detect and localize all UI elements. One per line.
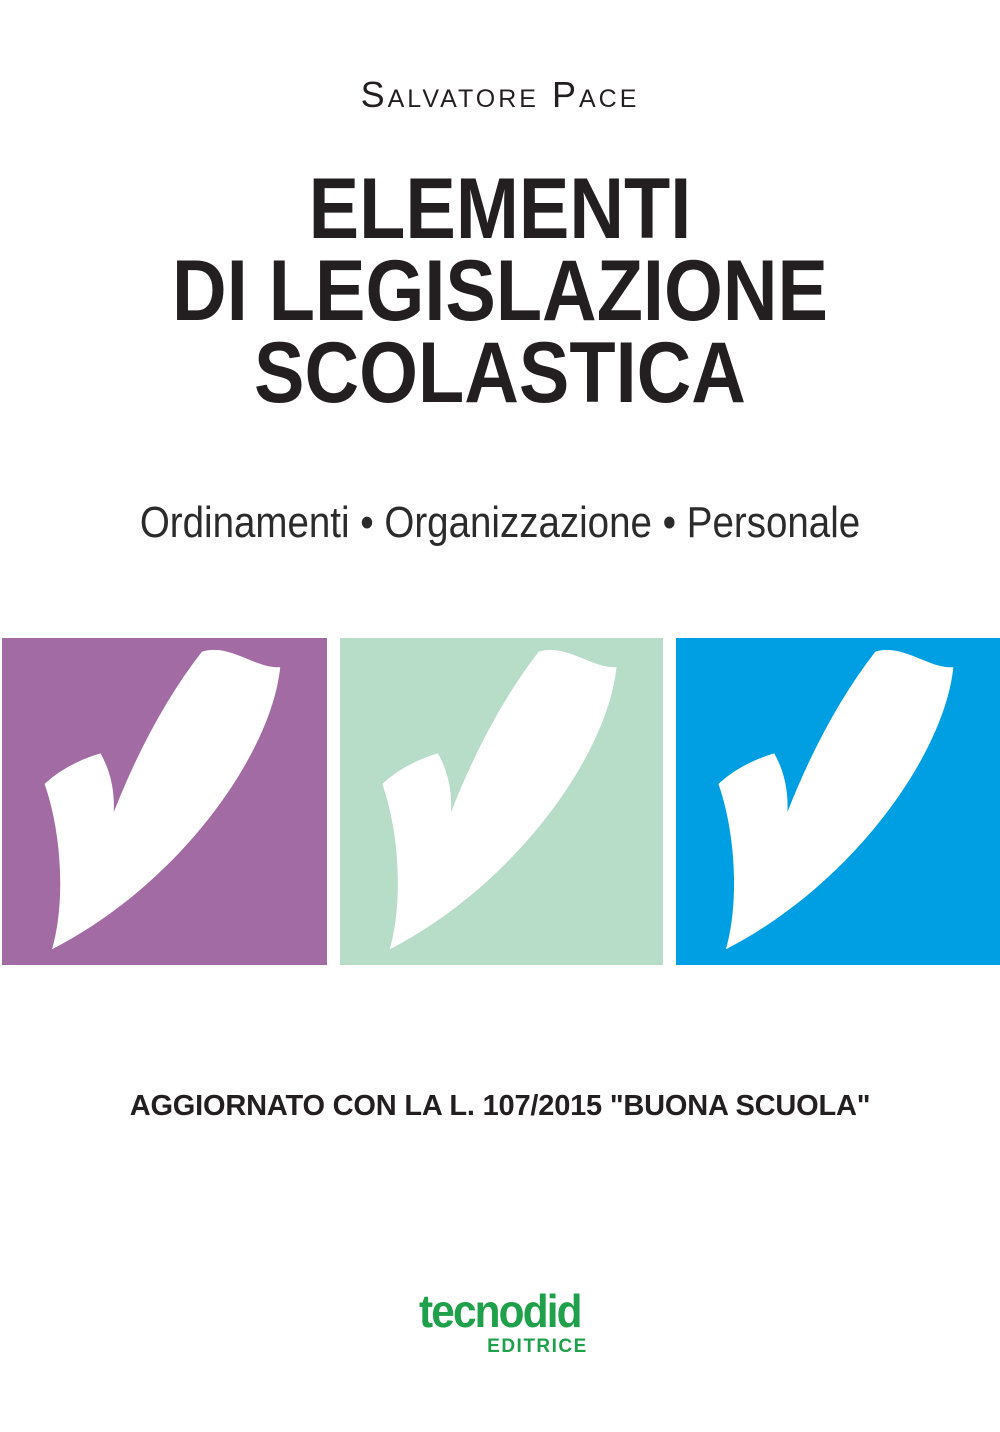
checkmark-icon xyxy=(340,638,663,965)
publisher-logotype: tecnodid xyxy=(419,1285,581,1337)
book-title-line-2: DI LEGISLAZIONE xyxy=(172,243,828,339)
checkmark-icon xyxy=(676,638,1000,965)
check-tiles-row xyxy=(2,638,1000,965)
publisher-block xyxy=(0,1286,1000,1358)
checkmark-glyph xyxy=(45,650,281,949)
checkmark-icon xyxy=(2,638,327,965)
author-name: Salvatore Pace xyxy=(360,74,640,115)
update-banner: AGGIORNATO CON LA L. 107/2015 "BUONA SCUOLA" xyxy=(129,1090,871,1122)
checkmark-glyph xyxy=(718,650,953,949)
check-tile-mint xyxy=(340,638,663,965)
check-tile-purple xyxy=(2,638,327,965)
book-title xyxy=(60,161,940,421)
book-subtitle: Ordinamenti • Organizzazione • Personale xyxy=(139,498,861,547)
publisher-logo xyxy=(412,1286,588,1358)
book-title-line-3: SCOLASTICA xyxy=(254,325,746,421)
publisher-subline: EDITRICE xyxy=(487,1335,588,1357)
book-title-line-1: ELEMENTI xyxy=(308,161,692,257)
checkmark-glyph xyxy=(382,650,616,949)
check-tile-blue xyxy=(676,638,1000,965)
